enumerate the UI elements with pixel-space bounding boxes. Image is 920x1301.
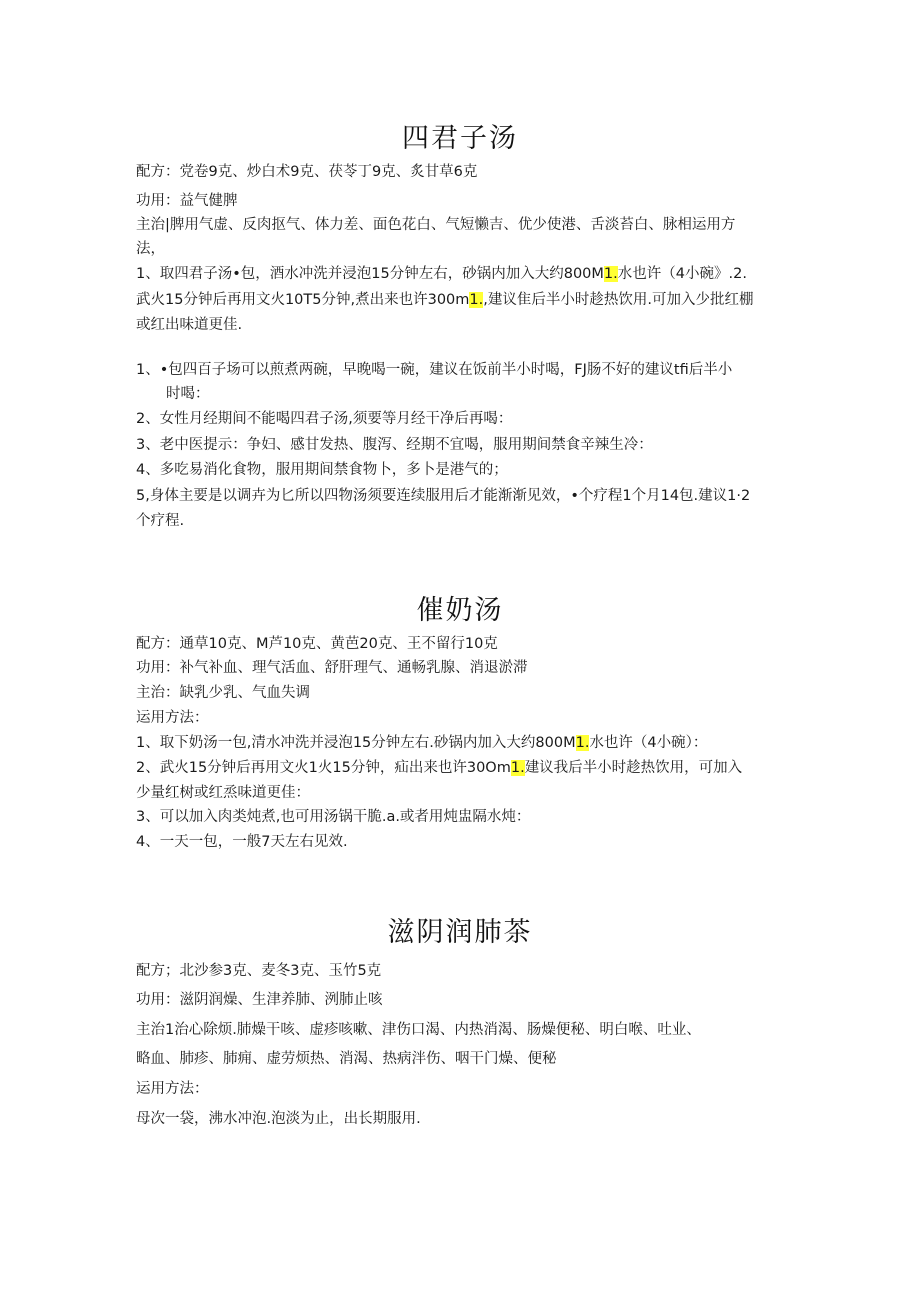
note-line: 4、多吃易消化食物，服用期间禁食物卜，多卜是港气的； xyxy=(136,462,508,478)
text-line: 配方；北沙参3克、麦冬3克、玉竹5克 xyxy=(136,963,382,979)
note-line: 2、女性月经期间不能喝四君子汤,须要等月经干净后再喝： xyxy=(136,411,513,427)
text-line: 母次一袋，沸水冲泡.泡淡为止，出长期服用. xyxy=(136,1111,421,1127)
text-line: 或红出味道更佳. xyxy=(136,317,243,333)
text-line: 功用：补气补血、理气活血、舒肝理气、通畅乳腺、消退淤滞 xyxy=(136,660,528,676)
text-span: 水也许（4小碗》.2. xyxy=(617,266,747,282)
text-span: 1、取四君子汤•包，酒水冲洗并浸泡15分钟左右，砂锅内加入大约800M xyxy=(136,266,604,282)
text-line: 主治1治心除烦.肺燥干咳、虚疹咳嗽、津伤口渴、内热消渴、肠燥便秘、明白喉、吐业、 xyxy=(136,1022,701,1038)
method-line xyxy=(136,731,786,755)
text-span: 2、武火15分钟后再用文火1火15分钟，疝出来也许30Om xyxy=(136,760,511,776)
highlighted-text: 1. xyxy=(575,735,590,751)
highlighted-text: 1. xyxy=(510,760,525,776)
highlighted-text: 1. xyxy=(469,292,484,308)
text-line: 主治：缺乳少乳、气血失调 xyxy=(136,685,310,701)
text-span: 建议我后半小时趁热饮用，可加入 xyxy=(524,760,743,776)
text-line: 少量红树或红烝味道更佳： xyxy=(136,785,310,801)
highlighted-text: 1. xyxy=(603,266,618,282)
section-title-sijunzi: 四君子汤 xyxy=(402,123,518,154)
note-line: 5,身体主要是以调卉为匕所以四物汤须要连续服用后才能渐渐见效，•个疗程1个月14包.建议1·2 xyxy=(136,488,751,504)
section-title-ziyin: 滋阴润肺茶 xyxy=(387,917,533,948)
text-line: 配方：通草10克、M芦10克、黄芭20克、王不留行10克 xyxy=(136,636,498,652)
text-line: 略血、肺疹、肺痈、虚劳烦热、消渴、热病泮伤、咽干门燥、便秘 xyxy=(136,1051,557,1067)
note-line: 时喝： xyxy=(166,386,210,402)
text-line: 运用方法： xyxy=(136,710,209,726)
text-line: 法， xyxy=(136,241,165,257)
note-line: 1、•包四百子场可以煎煮两碗，早晚喝一碗，建议在饭前半小时喝，FJ肠不好的建议tfi后半小 xyxy=(136,362,733,378)
text-line: 功用：益气健脾 xyxy=(136,193,238,209)
note-line: 个疗程. xyxy=(136,513,185,529)
text-line: 运用方法： xyxy=(136,1081,209,1097)
text-line: 配方：党卷9克、炒白术9克、茯苓丁9克、炙甘草6克 xyxy=(136,164,478,180)
text-span: 水也许（4小碗）： xyxy=(589,735,708,751)
text-line: 主治|脾用气虚、反肉抠气、体力差、面色花白、气短懒吉、优少使港、舌淡苔白、脉相运用方 xyxy=(136,217,736,233)
method-line xyxy=(136,288,786,312)
text-span: ,建议隹后半小时趁热饮用.可加入少批红棚 xyxy=(483,292,754,308)
text-span: 武火15分钟后再用文火10T5分钟,煮出来也许300m xyxy=(136,292,470,308)
note-line: 3、老中医提示：争妇、感甘发热、腹泻、经期不宜喝，服用期间禁食辛辣生冷： xyxy=(136,437,653,453)
text-span: 1、取下奶汤一包,清水冲洗并浸泡15分钟左右.砂锅内加入大约800M xyxy=(136,735,576,751)
text-line: 3、可以加入肉类炖煮,也可用汤锅干脆.a.或者用炖盅隔水炖： xyxy=(136,809,531,825)
method-line xyxy=(136,756,786,780)
text-line: 4、一天一包，一般7天左右见效. xyxy=(136,834,348,850)
method-line xyxy=(136,262,786,286)
section-title-cuinai: 催奶汤 xyxy=(416,595,504,626)
text-line: 功用：滋阴润燥、生津养肺、洌肺止咳 xyxy=(136,992,383,1008)
